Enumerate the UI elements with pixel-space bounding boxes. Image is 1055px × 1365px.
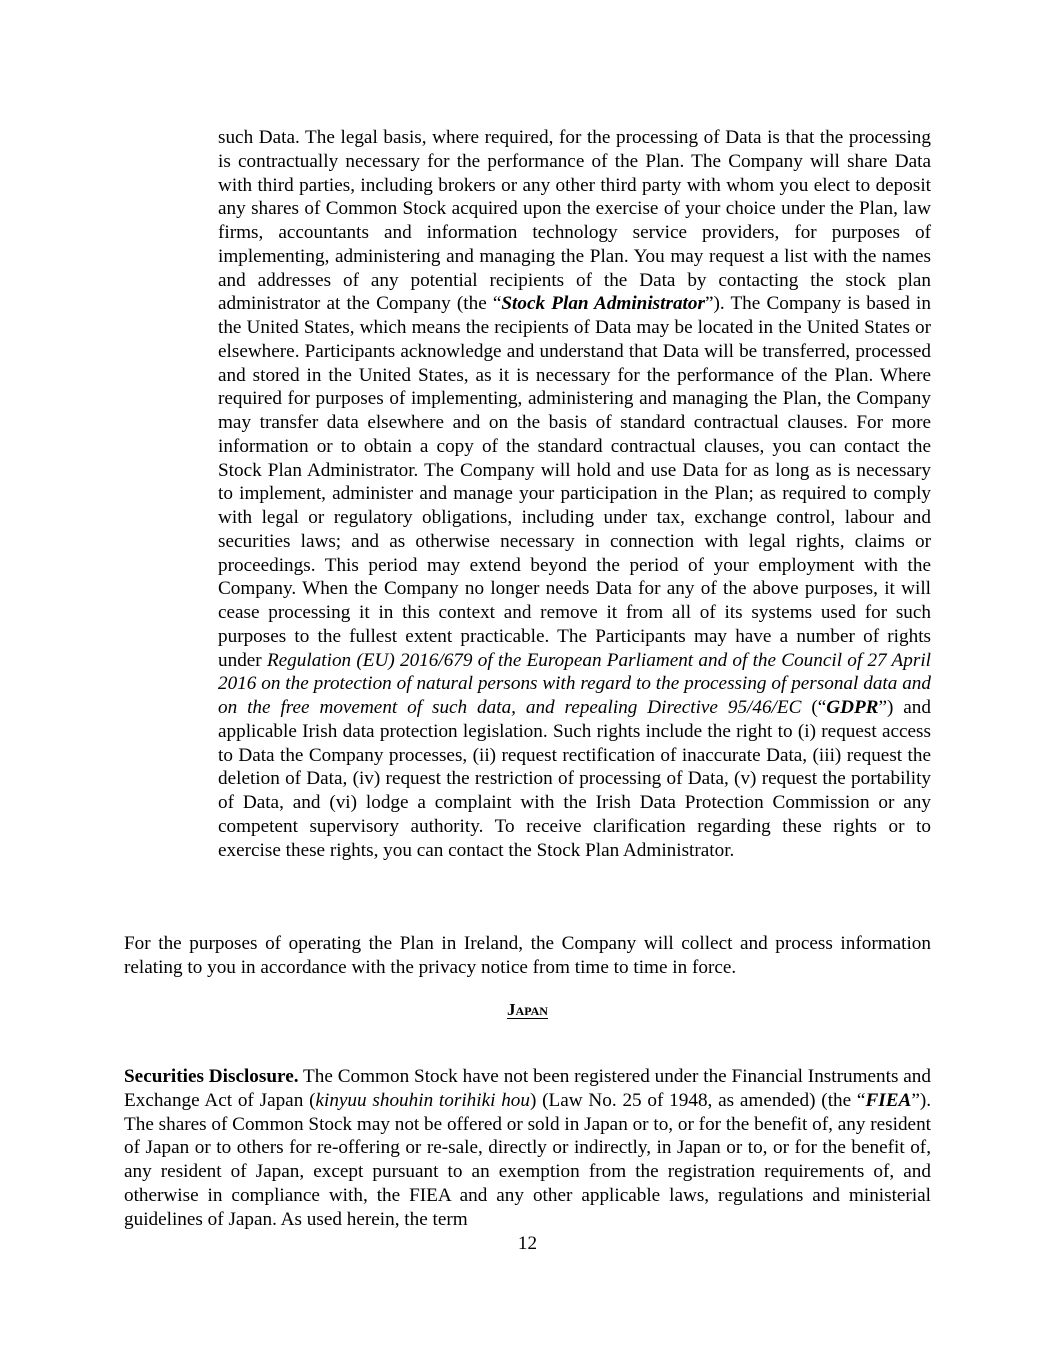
defined-term-gdpr: GDPR [826, 697, 879, 718]
paragraph-text: (“ [801, 697, 827, 718]
paragraph-text: ”) and applicable Irish data protection legislation. Such rights include the right to (i) request access to Data the Company processes, (ii) request rectification of inaccurate Data, (iii) request the deletion of Data, (iv) request the restriction of processing of Data, (v) request the portability of Data, and (vi) lodge a complaint with the Irish Data Protection Commission or any competent supervisory authority. To receive clarification regarding these rights or to exercise these rights, you can contact the Stock Plan Administrator. [218, 697, 931, 861]
section-heading-text: Japan [507, 1000, 548, 1019]
defined-term-stock-plan-administrator: Stock Plan Administrator [501, 293, 705, 315]
paragraph-text: ”). The Company is based in the United States, which means the recipients of Data may be located in the United States or elsewhere. Participants acknowledge and understand that Data will be transferred, processed and stored in the United States, as it is necessary for the performance of the Plan. Where required for purposes of implementing, administering and managing the Plan, the Company may transfer data elsewhere and on the basis of standard contractual clauses. For more information or to obtain a copy of the standard contractual clauses, you can contact the Stock Plan Administrator. The Company will hold and use Data for as long as is necessary to implement, administer and manage your participation in the Plan; as required to comply with legal or regulatory obligations, including under tax, exchange control, labour and securities laws; and as otherwise necessary in connection with legal rights, claims or proceedings. This period may extend beyond the period of your employment with the Company. When the Company no longer needs Data for any of the above purposes, it will cease processing it in this context and remove it from all of its systems used for such purposes to the fullest extent practicable. The Participants may have a number of rights under [218, 293, 931, 671]
section-heading-japan [0, 1000, 1055, 1021]
securities-disclosure-paragraph [124, 1065, 931, 1231]
paragraph-text: The Common Stock have not been registered under the Financial Instruments and Exchange Act of Japan ( [124, 1066, 931, 1111]
japanese-term: kinyuu shouhin torihiki hou [315, 1089, 530, 1111]
paragraph-text: ) (Law No. 25 of 1948, as amended) (the “ [530, 1089, 866, 1111]
paragraph-text: such Data. The legal basis, where required, for the processing of Data is that the processing is contractually necessary for the performance of the Plan. The Company will share Data with third parties, including brokers or any other third party with whom you elect to deposit any shares of Common Stock acquired upon the exercise of your choice under the Plan, law firms, accountants and information technology service providers, for purposes of implementing, administering and managing the Plan. You may request a list with the names and addresses of any potential recipients of the Data by contacting the stock plan administrator at the Company (the “ [218, 127, 931, 315]
ireland-privacy-notice-paragraph: For the purposes of operating the Plan in Ireland, the Company will collect and process information relating to you in accordance with the privacy notice from time to time in force. [124, 933, 931, 978]
paragraph-lead-heading: Securities Disclosure. [124, 1066, 299, 1087]
data-privacy-paragraph [218, 126, 931, 862]
gdpr-regulation-citation: Regulation (EU) 2016/679 of the European Parliament and of the Council of 27 April 2016 on the protection of natural persons with regard to the processing of personal data and on the free movement of such data, and repealing Directive 95/46/EC [218, 649, 931, 718]
defined-term-fiea: FIEA [865, 1089, 912, 1111]
page-number: 12 [517, 1233, 538, 1254]
paragraph-text: ”). The shares of Common Stock may not be offered or sold in Japan or to, or for the benefit of, any resident of Japan or to others for re-offering or re-sale, directly or indirectly, in Japan or to, or for the benefit of, any resident of Japan, except pursuant to an exemption from the registration requirements of, and otherwise in compliance with, the FIEA and any other applicable laws, regulations and ministerial guidelines of Japan. As used herein, the term [124, 1089, 932, 1230]
